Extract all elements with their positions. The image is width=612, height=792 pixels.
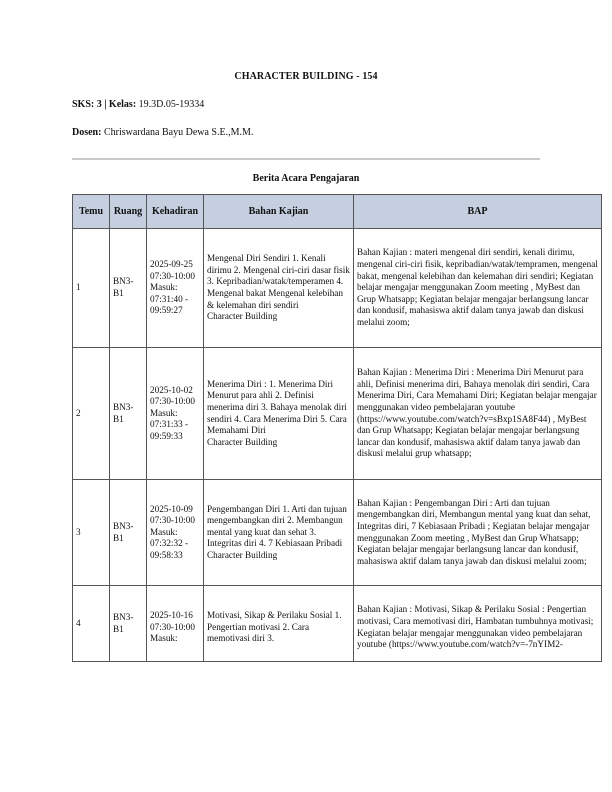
cell-temu: 3 <box>73 480 110 586</box>
col-header-temu: Temu <box>73 195 110 229</box>
table-row <box>73 586 602 662</box>
col-header-ruang: Ruang <box>110 195 147 229</box>
cell-ruang: BN3-B1 <box>110 480 147 586</box>
cell-temu: 2 <box>73 348 110 480</box>
cell-bap: Bahan Kajian : materi mengenal diri sendiri, kenali dirimu, mengenal ciri-ciri fisik, kepribadian/watak/tempramen, mengenal bakat, mengenal kelebihan dan kelemahan diri sendiri; Kegiatan belajar mengajar menggunakan Zoom meeting , MyBest dan Grup Whatsapp; Kegiatan belajar mengajar berlangsung lancar dan kondusif, mahasiswa aktif dalam tanya jawab dan diskusi melalui zoom; <box>354 229 602 348</box>
kajian-text: Menerima Diri : 1. Menerima Diri Menurut para ahli 2. Definisi menerima diri 3. Bahaya menolak diri sendiri 4. Cara Menerima Diri 5. Cara Memahami Diri <box>207 378 347 436</box>
kajian-subject: Character Building <box>207 436 278 447</box>
table-caption: Berita Acara Pengajaran <box>252 173 360 184</box>
table-row <box>73 348 602 480</box>
cell-ruang: BN3-B1 <box>110 348 147 480</box>
col-header-bap: BAP <box>354 195 602 229</box>
sks-label: SKS: 3 | Kelas: <box>72 99 137 110</box>
cell-bahan-kajian <box>204 480 354 586</box>
dosen-value: Chriswardana Bayu Dewa S.E.,M.M. <box>103 127 254 138</box>
divider <box>72 158 540 160</box>
teaching-record-table <box>72 194 602 662</box>
kajian-text: Pengembangan Diri 1. Arti dan tujuan mengembangkan diri 2. Membangun mental yang kuat dan sehat 3. Integritas diri 4. 7 Kebiasaan Pribadi <box>207 503 347 549</box>
kajian-text: Motivasi, Sikap & Perilaku Sosial 1. Pengertian motivasi 2. Cara memotivasi diri 3. <box>207 610 342 644</box>
cell-kehadiran: 2025-09-25 07:30-10:00 Masuk: 07:31:40 - 09:59:27 <box>147 229 204 348</box>
cell-ruang: BN3-B1 <box>110 586 147 662</box>
lecturer-info <box>72 127 253 138</box>
col-header-bahan-kajian: Bahan Kajian <box>204 195 354 229</box>
class-info <box>72 99 204 110</box>
table-row <box>73 229 602 348</box>
course-title: CHARACTER BUILDING - 154 <box>234 71 378 82</box>
dosen-label: Dosen: <box>72 127 102 138</box>
cell-bahan-kajian <box>204 229 354 348</box>
cell-kehadiran: 2025-10-02 07:30-10:00 Masuk: 07:31:33 - 09:59:33 <box>147 348 204 480</box>
cell-temu: 1 <box>73 229 110 348</box>
cell-bap: Bahan Kajian : Motivasi, Sikap & Perilaku Sosial : Pengertian motivasi, Cara memotivasi diri, Hambatan tumbuhnya motivasi; Kegiatan belajar mengajar menggunakan video pembelajaran youtube (https://www.youtube.com/watch?v=-7nYIM2- <box>354 586 602 662</box>
cell-bap: Bahan Kajian : Menerima Diri : Menerima Diri Menurut para ahli, Definisi menerima diri, Bahaya menolak diri sendiri, Cara Menerima Diri, Cara Memahami Diri; Kegiatan belajar mengajar menggunakan video pembelajaran youtube (https://www.youtube.com/watch?v=sBxp1SA8F44) , MyBest dan Grup Whatsapp; Kegiatan belajar mengajar berlangsung lancar dan kondusif, mahasiswa aktif dalam tanya jawab dan diskusi melalui grup whatsapp; <box>354 348 602 480</box>
table-header-row <box>73 195 602 229</box>
cell-kehadiran: 2025-10-09 07:30-10:00 Masuk: 07:32:32 - 09:58:33 <box>147 480 204 586</box>
cell-temu: 4 <box>73 586 110 662</box>
cell-bap: Bahan Kajian : Pengembangan Diri : Arti dan tujuan mengembangkan diri, Membangun mental yang kuat dan sehat, Integritas diri, 7 Kebiasaan Pribadi ; Kegiatan belajar mengajar menggunakan Zoom meeting , MyBest dan Grup Whatsapp; Kegiatan belajar mengajar berlangsung lancar dan kondusif, mahasiswa aktif dalam tanya jawab dan diskusi melalui zoom; <box>354 480 602 586</box>
cell-kehadiran: 2025-10-16 07:30-10:00 Masuk: <box>147 586 204 662</box>
col-header-kehadiran: Kehadiran <box>147 195 204 229</box>
table-row <box>73 480 602 586</box>
kajian-text: Mengenal Diri Sendiri 1. Kenali dirimu 2. Mengenal ciri-ciri dasar fisik 3. Kepribadian/watak/temperamen 4. Mengenal bakat Mengenal kelebihan & kelemahan diri sendiri <box>207 253 350 310</box>
cell-bahan-kajian <box>204 586 354 662</box>
kajian-subject: Character Building <box>207 311 278 322</box>
cell-bahan-kajian <box>204 348 354 480</box>
cell-ruang: BN3-B1 <box>110 229 147 348</box>
kajian-subject: Character Building <box>207 549 278 560</box>
kelas-value: 19.3D.05-19334 <box>138 99 205 110</box>
